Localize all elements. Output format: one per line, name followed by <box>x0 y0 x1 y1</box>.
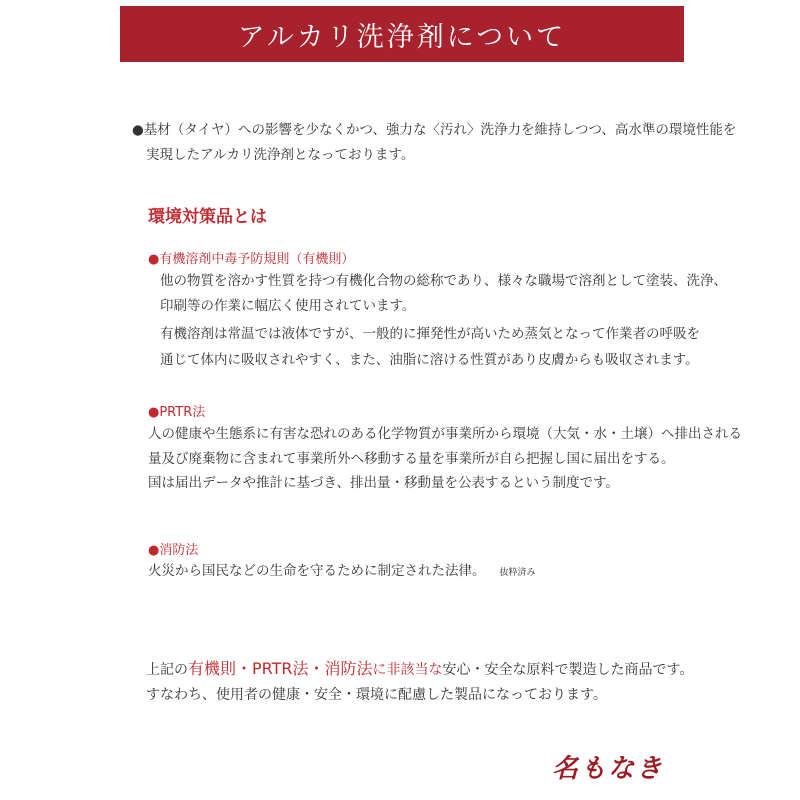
title-banner <box>120 6 684 62</box>
fire-title: ●消防法 <box>148 543 199 558</box>
organic-title: ●有機溶剤中毒予防規則（有機則） <box>148 252 355 267</box>
fire-line <box>148 561 536 583</box>
prtr-line-2: 量及び廃棄物に含まれて事業所外へ移動する量を事業所が自ら把握し国に届出をする。 <box>148 451 675 467</box>
intro-line-1: ●基材（タイヤ）への影響を少なくかつ、強力な〈汚れ〉洗浄力を維持しつつ、高水準の環境性能を <box>132 122 737 138</box>
summary-part-2: に非該当な <box>372 662 443 678</box>
page-title: アルカリ洗浄剤について <box>237 21 567 53</box>
env-heading: 環境対策品とは <box>148 207 267 227</box>
summary-highlight: 有機則・PRTR法・消防法 <box>188 659 373 678</box>
organic-line-1: 他の物質を溶かす性質を持つ有機化合物の総称であり、様々な職場で溶剤として塗装、洗浄、 <box>160 273 727 289</box>
summary-part-3: 安心・安全な原料で製造した商品です。 <box>442 662 694 678</box>
summary-line-2: すなわち、使用者の健康・安全・環境に配慮した製品になっております。 <box>146 687 607 703</box>
prtr-title: ●PRTR法 <box>148 405 206 420</box>
organic-line-2: 印刷等の作業に幅広く使用されています。 <box>160 298 416 314</box>
organic-line-3: 有機溶剤は常温では液体ですが、一般的に揮発性が高いため蒸気となって作業者の呼吸を <box>160 326 700 342</box>
organic-line-4: 通じて体内に吸収されやすく、また、油脂に溶ける性質があり皮膚からも吸収されます。 <box>160 352 699 368</box>
prtr-line-3: 国は届出データや推計に基づき、排出量・移動量を公表するという制度です。 <box>148 475 619 491</box>
summary-part-1: 上記の <box>146 662 188 678</box>
fire-text: 火災から国民などの生命を守るために制定された法律。 <box>148 563 486 579</box>
prtr-line-1: 人の健康や生態系に有害な恐れのある化学物質が事業所から環境（大気・水・土壌）へ排出される <box>148 426 742 442</box>
brand-logo: 名もなき <box>552 754 665 784</box>
excerpt-note: 抜粋済み <box>499 568 536 578</box>
summary-line-1 <box>146 656 693 679</box>
intro-line-2: 実現したアルカリ洗浄剤となっております。 <box>146 147 415 163</box>
